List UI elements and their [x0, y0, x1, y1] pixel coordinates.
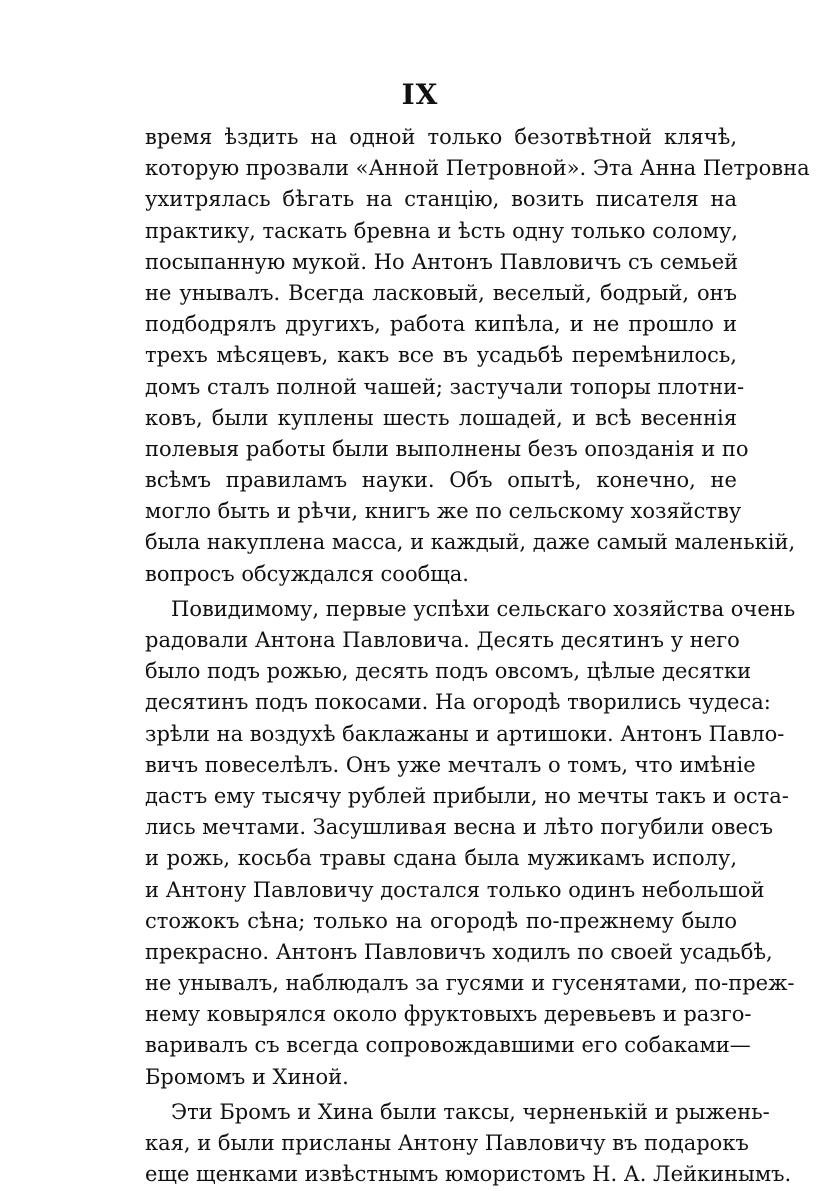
text-line: Эти Бромъ и Хина были таксы, черненькій и рыжень-: [171, 1099, 770, 1124]
text-line: было подъ рожью, десять подъ овсомъ, цѣлые десятки: [145, 659, 752, 684]
text-line: лись мечтами. Засушливая весна и лѣто погубили овесъ: [145, 815, 774, 840]
text-line: подбодрялъ другихъ, работа кипѣла, и не прошло и: [145, 312, 737, 337]
text-line: не унывалъ, наблюдалъ за гусями и гусенятами, по-преж-: [145, 971, 795, 996]
paragraph-1: [145, 122, 810, 590]
text-line: которую прозвали «Анной Петровной». Эта Анна Петровна: [145, 156, 810, 181]
body-text: [145, 122, 810, 1190]
text-line: Бромомъ и Хиной.: [145, 1064, 349, 1089]
text-line: домъ сталъ полной чашей; застучали топоры плотни-: [145, 374, 745, 399]
text-line: нему ковырялся около фруктовыхъ деревьевъ и разго-: [145, 1002, 752, 1027]
text-line: и Антону Павловичу достался только одинъ небольшой: [145, 877, 765, 902]
text-line: не унывалъ. Всегда ласковый, веселый, бодрый, онъ: [145, 280, 737, 305]
text-line: радовали Антона Павловича. Десять десятинъ у него: [145, 628, 740, 652]
text-line: полевыя работы были выполнены безъ опозданія и по: [145, 436, 749, 461]
paragraph-3: [145, 1097, 792, 1191]
text-line: вопросъ обсуждался сообща.: [145, 561, 469, 586]
text-line: стожокъ сѣна; только на огородѣ по-прежнему было: [145, 908, 737, 933]
text-line: всѣмъ правиламъ науки. Объ опытѣ, конечно, не: [145, 468, 737, 493]
text-line: могло быть и рѣчи, книгъ же по сельскому хозяйству: [145, 499, 742, 524]
text-line: и рожь, косьба травы сдана была мужикамъ исполу,: [145, 846, 737, 871]
text-line: вичъ повеселѣлъ. Онъ уже мечталъ о томъ, что имѣніе: [145, 752, 756, 777]
text-line: ухитрялась бѣгать на станцію, возить писателя на: [145, 187, 737, 212]
text-line: была накуплена масса, и каждый, даже самый маленькій,: [145, 530, 796, 555]
text-line: еще щенками извѣстнымъ юмористомъ Н. А. Лейкинымъ.: [145, 1162, 792, 1187]
text-line: ковъ, были куплены шесть лошадей, и всѣ весеннія: [145, 405, 737, 430]
text-line: трехъ мѣсяцевъ, какъ все въ усадьбѣ перемѣнилось,: [145, 343, 737, 368]
paragraph-2: [145, 594, 796, 1093]
page-number: IX: [401, 78, 439, 111]
text-line: дастъ ему тысячу рублей прибыли, но мечты такъ и оста-: [145, 783, 789, 808]
text-line: зрѣли на воздухѣ баклажаны и артишоки. Антонъ Павло-: [145, 721, 785, 746]
text-line: кая, и были присланы Антону Павловичу въ подарокъ: [145, 1131, 749, 1155]
text-line: время ѣздить на одной только безотвѣтной клячѣ,: [145, 125, 737, 149]
text-line: десятинъ подъ покосами. На огородѣ творились чудеса:: [145, 690, 771, 715]
text-line: прекрасно. Антонъ Павловичъ ходилъ по своей усадьбѣ,: [145, 939, 773, 964]
text-line: Повидимому, первые успѣхи сельскаго хозяйства очень: [171, 596, 796, 621]
text-line: варивалъ съ всегда сопровождавшими его собаками—: [145, 1033, 751, 1058]
text-line: посыпанную мукой. Но Антонъ Павловичъ съ семьей: [145, 249, 739, 274]
text-line: практику, таскать бревна и ѣсть одну только солому,: [145, 218, 738, 243]
